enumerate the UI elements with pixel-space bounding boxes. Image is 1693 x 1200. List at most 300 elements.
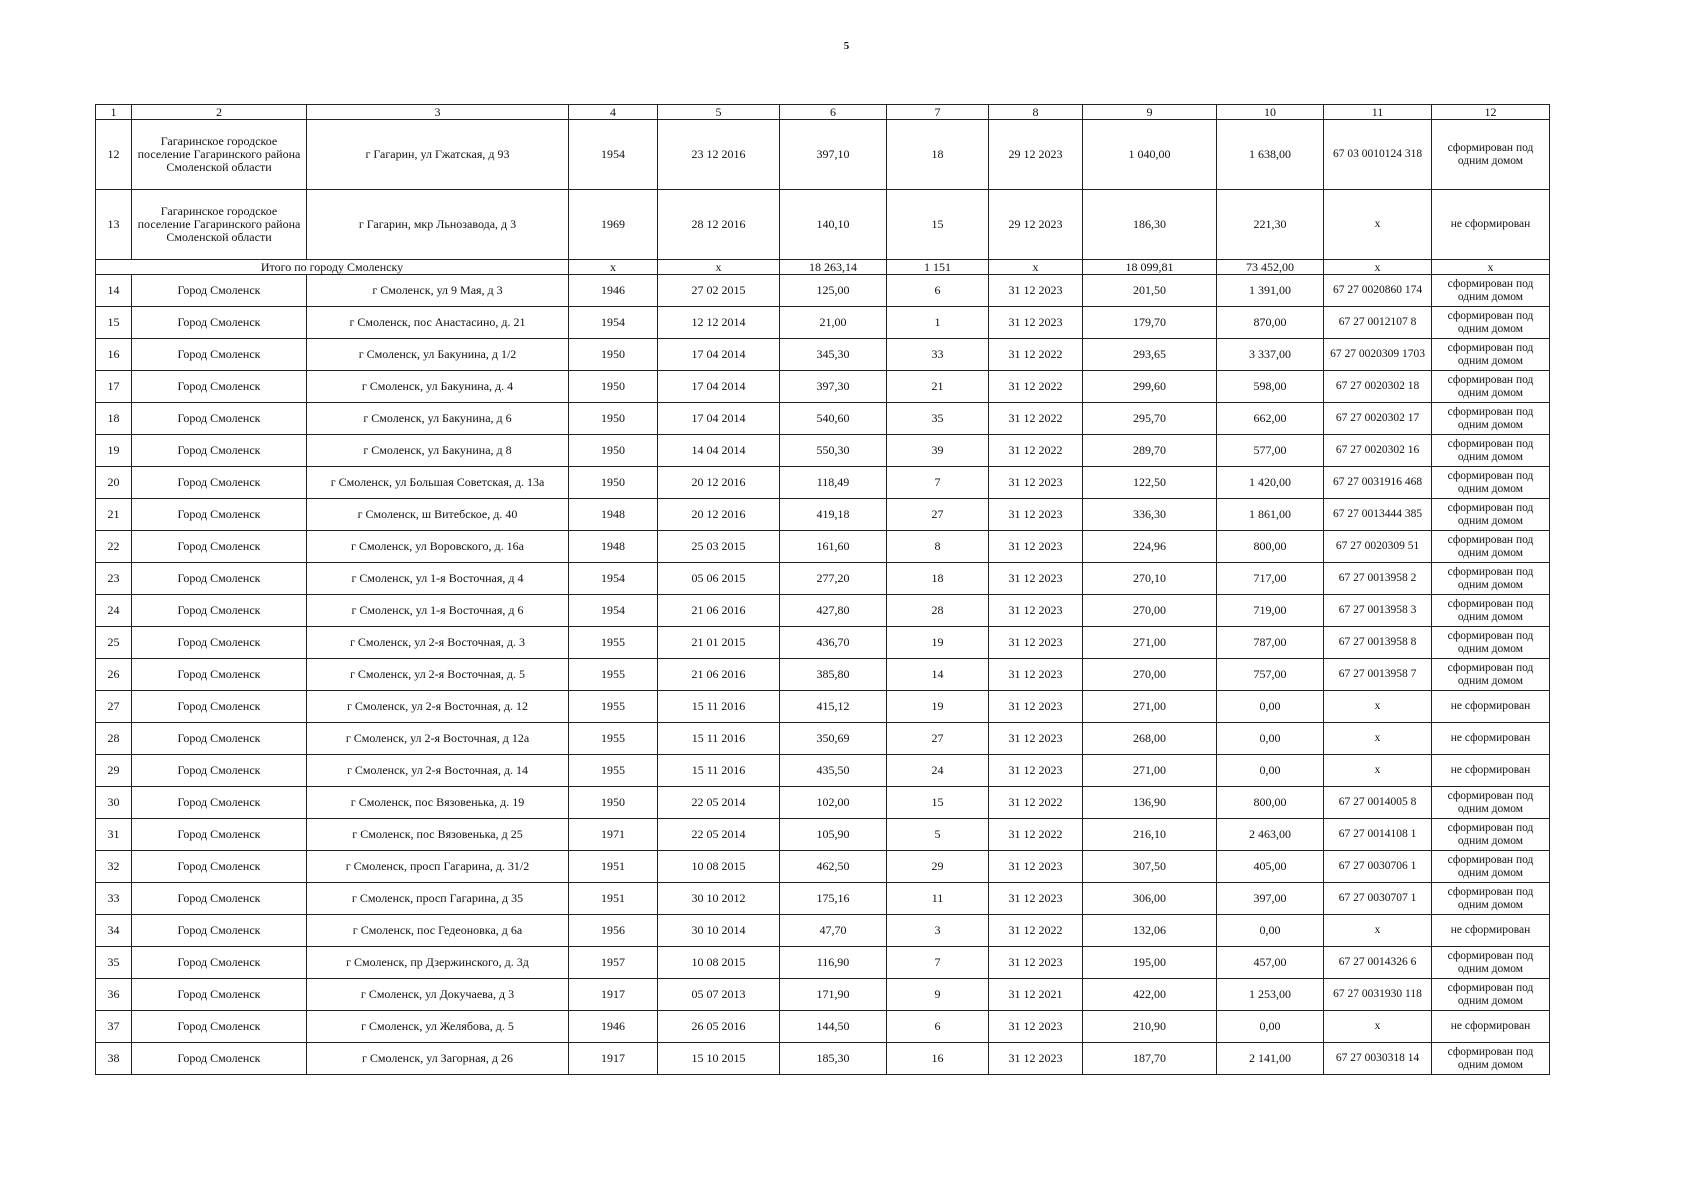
planned-date-cell: 31 12 2023 (989, 595, 1083, 627)
municipality-cell: Город Смоленск (132, 467, 307, 499)
land-status-cell: сформирован под одним домом (1432, 1043, 1550, 1075)
address-cell: г Смоленск, ул Загорная, д 26 (307, 1043, 569, 1075)
residents-cell: 8 (887, 531, 989, 563)
value-col9-cell: 306,00 (1083, 883, 1217, 915)
date-cell: 22 05 2014 (658, 819, 780, 851)
municipality-cell: Город Смоленск (132, 979, 307, 1011)
planned-date-cell: 31 12 2023 (989, 467, 1083, 499)
residents-cell: 33 (887, 339, 989, 371)
year-cell: 1948 (569, 499, 658, 531)
residents-cell: 5 (887, 819, 989, 851)
residents-cell: 18 (887, 563, 989, 595)
value-col10-cell: 800,00 (1217, 531, 1324, 563)
address-cell: г Смоленск, ул Бакунина, д 6 (307, 403, 569, 435)
year-cell: 1950 (569, 787, 658, 819)
year-cell: 1946 (569, 1011, 658, 1043)
row-number: 32 (96, 851, 132, 883)
land-status-cell: сформирован под одним домом (1432, 499, 1550, 531)
land-status-cell: не сформирован (1432, 755, 1550, 787)
total-cell: x (1432, 260, 1550, 275)
area-cell: 385,80 (780, 659, 887, 691)
value-col9-cell: 270,10 (1083, 563, 1217, 595)
column-header: 3 (307, 105, 569, 120)
address-cell: г Смоленск, ул 2-я Восточная, д. 3 (307, 627, 569, 659)
planned-date-cell: 29 12 2023 (989, 190, 1083, 260)
municipality-cell: Город Смоленск (132, 307, 307, 339)
value-col9-cell: 271,00 (1083, 691, 1217, 723)
date-cell: 30 10 2014 (658, 915, 780, 947)
date-cell: 05 07 2013 (658, 979, 780, 1011)
year-cell: 1955 (569, 691, 658, 723)
cadastral-number-cell: 67 27 0013958 3 (1324, 595, 1432, 627)
date-cell: 21 06 2016 (658, 595, 780, 627)
planned-date-cell: 31 12 2022 (989, 339, 1083, 371)
date-cell: 10 08 2015 (658, 851, 780, 883)
area-cell: 116,90 (780, 947, 887, 979)
value-col9-cell: 268,00 (1083, 723, 1217, 755)
value-col9-cell: 336,30 (1083, 499, 1217, 531)
column-header: 12 (1432, 105, 1550, 120)
cadastral-number-cell: 67 27 0013958 8 (1324, 627, 1432, 659)
municipality-cell: Гагаринское городское поселение Гагаринского района Смоленской области (132, 120, 307, 190)
row-number: 27 (96, 691, 132, 723)
planned-date-cell: 31 12 2023 (989, 659, 1083, 691)
land-status-cell: сформирован под одним домом (1432, 563, 1550, 595)
year-cell: 1950 (569, 339, 658, 371)
residents-cell: 1 (887, 307, 989, 339)
row-number: 12 (96, 120, 132, 190)
table-row (96, 595, 1550, 627)
value-col10-cell: 221,30 (1217, 190, 1324, 260)
cadastral-number-cell: x (1324, 1011, 1432, 1043)
year-cell: 1969 (569, 190, 658, 260)
residents-cell: 14 (887, 659, 989, 691)
value-col9-cell: 289,70 (1083, 435, 1217, 467)
residents-cell: 19 (887, 691, 989, 723)
value-col10-cell: 719,00 (1217, 595, 1324, 627)
value-col10-cell: 1 253,00 (1217, 979, 1324, 1011)
date-cell: 14 04 2014 (658, 435, 780, 467)
column-header: 10 (1217, 105, 1324, 120)
planned-date-cell: 31 12 2023 (989, 947, 1083, 979)
table-row (96, 403, 1550, 435)
row-number: 16 (96, 339, 132, 371)
total-cell: x (658, 260, 780, 275)
planned-date-cell: 31 12 2023 (989, 307, 1083, 339)
area-cell: 345,30 (780, 339, 887, 371)
area-cell: 185,30 (780, 1043, 887, 1075)
year-cell: 1951 (569, 851, 658, 883)
total-cell: 18 263,14 (780, 260, 887, 275)
value-col10-cell: 662,00 (1217, 403, 1324, 435)
cadastral-number-cell: 67 27 0020302 16 (1324, 435, 1432, 467)
column-header-row (96, 105, 1550, 120)
area-cell: 540,60 (780, 403, 887, 435)
municipality-cell: Город Смоленск (132, 915, 307, 947)
cadastral-number-cell: 67 27 0013958 7 (1324, 659, 1432, 691)
cadastral-number-cell: 67 27 0014108 1 (1324, 819, 1432, 851)
area-cell: 435,50 (780, 755, 887, 787)
year-cell: 1957 (569, 947, 658, 979)
address-cell: г Смоленск, ул 2-я Восточная, д 12а (307, 723, 569, 755)
value-col9-cell: 293,65 (1083, 339, 1217, 371)
value-col9-cell: 307,50 (1083, 851, 1217, 883)
address-cell: г Смоленск, ул Воровского, д. 16а (307, 531, 569, 563)
cadastral-number-cell: x (1324, 755, 1432, 787)
address-cell: г Смоленск, пр Дзержинского, д. 3д (307, 947, 569, 979)
row-number: 24 (96, 595, 132, 627)
row-number: 13 (96, 190, 132, 260)
value-col10-cell: 1 420,00 (1217, 467, 1324, 499)
year-cell: 1950 (569, 435, 658, 467)
value-col10-cell: 405,00 (1217, 851, 1324, 883)
value-col10-cell: 0,00 (1217, 1011, 1324, 1043)
column-header: 6 (780, 105, 887, 120)
table-row (96, 467, 1550, 499)
row-number: 15 (96, 307, 132, 339)
municipality-cell: Город Смоленск (132, 787, 307, 819)
area-cell: 161,60 (780, 531, 887, 563)
value-col10-cell: 3 337,00 (1217, 339, 1324, 371)
planned-date-cell: 31 12 2023 (989, 627, 1083, 659)
date-cell: 15 10 2015 (658, 1043, 780, 1075)
area-cell: 102,00 (780, 787, 887, 819)
land-status-cell: сформирован под одним домом (1432, 819, 1550, 851)
planned-date-cell: 31 12 2022 (989, 819, 1083, 851)
land-status-cell: сформирован под одним домом (1432, 659, 1550, 691)
table-body (96, 105, 1550, 1075)
area-cell: 436,70 (780, 627, 887, 659)
address-cell: г Смоленск, пос Вязовенька, д 25 (307, 819, 569, 851)
year-cell: 1948 (569, 531, 658, 563)
address-cell: г Смоленск, ул 2-я Восточная, д. 14 (307, 755, 569, 787)
value-col9-cell: 195,00 (1083, 947, 1217, 979)
cadastral-number-cell: x (1324, 190, 1432, 260)
table-row (96, 499, 1550, 531)
value-col10-cell: 787,00 (1217, 627, 1324, 659)
row-number: 14 (96, 275, 132, 307)
cadastral-number-cell: x (1324, 691, 1432, 723)
area-cell: 47,70 (780, 915, 887, 947)
table-row (96, 627, 1550, 659)
date-cell: 12 12 2014 (658, 307, 780, 339)
table-row (96, 435, 1550, 467)
planned-date-cell: 31 12 2022 (989, 403, 1083, 435)
value-col10-cell: 1 861,00 (1217, 499, 1324, 531)
area-cell: 397,30 (780, 371, 887, 403)
land-status-cell: сформирован под одним домом (1432, 531, 1550, 563)
address-cell: г Смоленск, ул Желябова, д. 5 (307, 1011, 569, 1043)
total-row (96, 260, 1550, 275)
planned-date-cell: 31 12 2023 (989, 499, 1083, 531)
year-cell: 1955 (569, 755, 658, 787)
residents-cell: 16 (887, 1043, 989, 1075)
area-cell: 550,30 (780, 435, 887, 467)
area-cell: 277,20 (780, 563, 887, 595)
land-status-cell: сформирован под одним домом (1432, 120, 1550, 190)
value-col10-cell: 870,00 (1217, 307, 1324, 339)
table-row (96, 915, 1550, 947)
residents-cell: 15 (887, 190, 989, 260)
cadastral-number-cell: 67 27 0013958 2 (1324, 563, 1432, 595)
residents-cell: 28 (887, 595, 989, 627)
table-row (96, 755, 1550, 787)
row-number: 22 (96, 531, 132, 563)
date-cell: 21 06 2016 (658, 659, 780, 691)
area-cell: 171,90 (780, 979, 887, 1011)
date-cell: 23 12 2016 (658, 120, 780, 190)
address-cell: г Смоленск, ул Большая Советская, д. 13а (307, 467, 569, 499)
residents-cell: 3 (887, 915, 989, 947)
land-status-cell: сформирован под одним домом (1432, 467, 1550, 499)
row-number: 34 (96, 915, 132, 947)
cadastral-number-cell: 67 27 0030706 1 (1324, 851, 1432, 883)
date-cell: 26 05 2016 (658, 1011, 780, 1043)
address-cell: г Смоленск, ул Докучаева, д 3 (307, 979, 569, 1011)
address-cell: г Смоленск, ш Витебское, д. 40 (307, 499, 569, 531)
row-number: 37 (96, 1011, 132, 1043)
housing-register-table (95, 104, 1550, 1075)
residents-cell: 9 (887, 979, 989, 1011)
date-cell: 22 05 2014 (658, 787, 780, 819)
date-cell: 20 12 2016 (658, 499, 780, 531)
value-col9-cell: 122,50 (1083, 467, 1217, 499)
date-cell: 05 06 2015 (658, 563, 780, 595)
table-row (96, 947, 1550, 979)
municipality-cell: Город Смоленск (132, 435, 307, 467)
residents-cell: 27 (887, 723, 989, 755)
year-cell: 1946 (569, 275, 658, 307)
value-col10-cell: 2 463,00 (1217, 819, 1324, 851)
address-cell: г Смоленск, ул 2-я Восточная, д. 12 (307, 691, 569, 723)
municipality-cell: Город Смоленск (132, 947, 307, 979)
cadastral-number-cell: 67 27 0031930 118 (1324, 979, 1432, 1011)
year-cell: 1971 (569, 819, 658, 851)
year-cell: 1954 (569, 563, 658, 595)
date-cell: 17 04 2014 (658, 371, 780, 403)
year-cell: 1917 (569, 1043, 658, 1075)
value-col9-cell: 201,50 (1083, 275, 1217, 307)
table-row (96, 979, 1550, 1011)
municipality-cell: Город Смоленск (132, 403, 307, 435)
municipality-cell: Город Смоленск (132, 723, 307, 755)
planned-date-cell: 31 12 2023 (989, 1011, 1083, 1043)
address-cell: г Смоленск, пос Вязовенька, д. 19 (307, 787, 569, 819)
municipality-cell: Город Смоленск (132, 627, 307, 659)
value-col9-cell: 422,00 (1083, 979, 1217, 1011)
total-cell: 1 151 (887, 260, 989, 275)
date-cell: 21 01 2015 (658, 627, 780, 659)
table-row (96, 1011, 1550, 1043)
cadastral-number-cell: x (1324, 915, 1432, 947)
table-row (96, 339, 1550, 371)
value-col9-cell: 132,06 (1083, 915, 1217, 947)
column-header: 8 (989, 105, 1083, 120)
address-cell: г Смоленск, пос Гедеоновка, д 6а (307, 915, 569, 947)
planned-date-cell: 31 12 2023 (989, 563, 1083, 595)
value-col10-cell: 1 638,00 (1217, 120, 1324, 190)
address-cell: г Гагарин, ул Гжатская, д 93 (307, 120, 569, 190)
municipality-cell: Город Смоленск (132, 659, 307, 691)
municipality-cell: Город Смоленск (132, 339, 307, 371)
address-cell: г Смоленск, ул 2-я Восточная, д. 5 (307, 659, 569, 691)
land-status-cell: сформирован под одним домом (1432, 979, 1550, 1011)
table-row (96, 531, 1550, 563)
municipality-cell: Город Смоленск (132, 1043, 307, 1075)
cadastral-number-cell: 67 27 0020302 18 (1324, 371, 1432, 403)
cadastral-number-cell: 67 27 0030318 14 (1324, 1043, 1432, 1075)
row-number: 23 (96, 563, 132, 595)
residents-cell: 11 (887, 883, 989, 915)
row-number: 21 (96, 499, 132, 531)
residents-cell: 27 (887, 499, 989, 531)
address-cell: г Смоленск, ул Бакунина, д 8 (307, 435, 569, 467)
date-cell: 15 11 2016 (658, 755, 780, 787)
column-header: 2 (132, 105, 307, 120)
planned-date-cell: 31 12 2023 (989, 691, 1083, 723)
municipality-cell: Город Смоленск (132, 691, 307, 723)
municipality-cell: Город Смоленск (132, 563, 307, 595)
column-header: 7 (887, 105, 989, 120)
cadastral-number-cell: 67 27 0020309 51 (1324, 531, 1432, 563)
row-number: 38 (96, 1043, 132, 1075)
value-col10-cell: 757,00 (1217, 659, 1324, 691)
address-cell: г Смоленск, ул Бакунина, д 1/2 (307, 339, 569, 371)
area-cell: 350,69 (780, 723, 887, 755)
residents-cell: 6 (887, 275, 989, 307)
column-header: 4 (569, 105, 658, 120)
row-number: 19 (96, 435, 132, 467)
area-cell: 419,18 (780, 499, 887, 531)
value-col9-cell: 270,00 (1083, 659, 1217, 691)
land-status-cell: не сформирован (1432, 915, 1550, 947)
land-status-cell: сформирован под одним домом (1432, 339, 1550, 371)
land-status-cell: сформирован под одним домом (1432, 371, 1550, 403)
year-cell: 1917 (569, 979, 658, 1011)
municipality-cell: Город Смоленск (132, 499, 307, 531)
value-col10-cell: 0,00 (1217, 755, 1324, 787)
year-cell: 1954 (569, 595, 658, 627)
planned-date-cell: 31 12 2023 (989, 883, 1083, 915)
address-cell: г Смоленск, пос Анастасино, д. 21 (307, 307, 569, 339)
value-col10-cell: 0,00 (1217, 723, 1324, 755)
column-header: 1 (96, 105, 132, 120)
total-label: Итого по городу Смоленску (96, 260, 569, 275)
value-col9-cell: 187,70 (1083, 1043, 1217, 1075)
land-status-cell: не сформирован (1432, 723, 1550, 755)
land-status-cell: сформирован под одним домом (1432, 435, 1550, 467)
table-row (96, 691, 1550, 723)
value-col10-cell: 717,00 (1217, 563, 1324, 595)
cadastral-number-cell: 67 27 0020309 1703 (1324, 339, 1432, 371)
table-row (96, 851, 1550, 883)
residents-cell: 15 (887, 787, 989, 819)
planned-date-cell: 31 12 2021 (989, 979, 1083, 1011)
value-col10-cell: 457,00 (1217, 947, 1324, 979)
residents-cell: 18 (887, 120, 989, 190)
value-col10-cell: 397,00 (1217, 883, 1324, 915)
address-cell: г Смоленск, ул 9 Мая, д 3 (307, 275, 569, 307)
value-col10-cell: 577,00 (1217, 435, 1324, 467)
area-cell: 427,80 (780, 595, 887, 627)
row-number: 28 (96, 723, 132, 755)
value-col9-cell: 186,30 (1083, 190, 1217, 260)
residents-cell: 19 (887, 627, 989, 659)
column-header: 5 (658, 105, 780, 120)
table-row (96, 819, 1550, 851)
value-col9-cell: 295,70 (1083, 403, 1217, 435)
municipality-cell: Город Смоленск (132, 371, 307, 403)
land-status-cell: сформирован под одним домом (1432, 403, 1550, 435)
cadastral-number-cell: 67 27 0031916 468 (1324, 467, 1432, 499)
cadastral-number-cell: 67 27 0012107 8 (1324, 307, 1432, 339)
cadastral-number-cell: x (1324, 723, 1432, 755)
cadastral-number-cell: 67 27 0014326 6 (1324, 947, 1432, 979)
year-cell: 1950 (569, 467, 658, 499)
total-cell: x (989, 260, 1083, 275)
value-col9-cell: 224,96 (1083, 531, 1217, 563)
year-cell: 1955 (569, 627, 658, 659)
row-number: 26 (96, 659, 132, 691)
planned-date-cell: 31 12 2022 (989, 915, 1083, 947)
area-cell: 140,10 (780, 190, 887, 260)
value-col9-cell: 136,90 (1083, 787, 1217, 819)
residents-cell: 29 (887, 851, 989, 883)
area-cell: 118,49 (780, 467, 887, 499)
residents-cell: 21 (887, 371, 989, 403)
land-status-cell: сформирован под одним домом (1432, 595, 1550, 627)
value-col10-cell: 598,00 (1217, 371, 1324, 403)
land-status-cell: сформирован под одним домом (1432, 787, 1550, 819)
value-col9-cell: 210,90 (1083, 1011, 1217, 1043)
address-cell: г Гагарин, мкр Льнозавода, д 3 (307, 190, 569, 260)
land-status-cell: сформирован под одним домом (1432, 627, 1550, 659)
date-cell: 15 11 2016 (658, 691, 780, 723)
year-cell: 1950 (569, 371, 658, 403)
table-row (96, 563, 1550, 595)
table-row (96, 275, 1550, 307)
municipality-cell: Город Смоленск (132, 755, 307, 787)
planned-date-cell: 31 12 2023 (989, 723, 1083, 755)
row-number: 35 (96, 947, 132, 979)
table-row (96, 307, 1550, 339)
row-number: 33 (96, 883, 132, 915)
planned-date-cell: 31 12 2022 (989, 371, 1083, 403)
land-status-cell: сформирован под одним домом (1432, 307, 1550, 339)
address-cell: г Смоленск, ул 1-я Восточная, д 6 (307, 595, 569, 627)
table-row (96, 371, 1550, 403)
land-status-cell: сформирован под одним домом (1432, 851, 1550, 883)
year-cell: 1955 (569, 723, 658, 755)
value-col9-cell: 179,70 (1083, 307, 1217, 339)
land-status-cell: сформирован под одним домом (1432, 275, 1550, 307)
planned-date-cell: 29 12 2023 (989, 120, 1083, 190)
area-cell: 125,00 (780, 275, 887, 307)
value-col9-cell: 270,00 (1083, 595, 1217, 627)
municipality-cell: Город Смоленск (132, 595, 307, 627)
planned-date-cell: 31 12 2023 (989, 755, 1083, 787)
row-number: 20 (96, 467, 132, 499)
value-col10-cell: 1 391,00 (1217, 275, 1324, 307)
value-col10-cell: 0,00 (1217, 915, 1324, 947)
cadastral-number-cell: 67 27 0020302 17 (1324, 403, 1432, 435)
date-cell: 17 04 2014 (658, 403, 780, 435)
land-status-cell: сформирован под одним домом (1432, 883, 1550, 915)
row-number: 29 (96, 755, 132, 787)
year-cell: 1951 (569, 883, 658, 915)
cadastral-number-cell: 67 27 0020860 174 (1324, 275, 1432, 307)
municipality-cell: Город Смоленск (132, 1011, 307, 1043)
